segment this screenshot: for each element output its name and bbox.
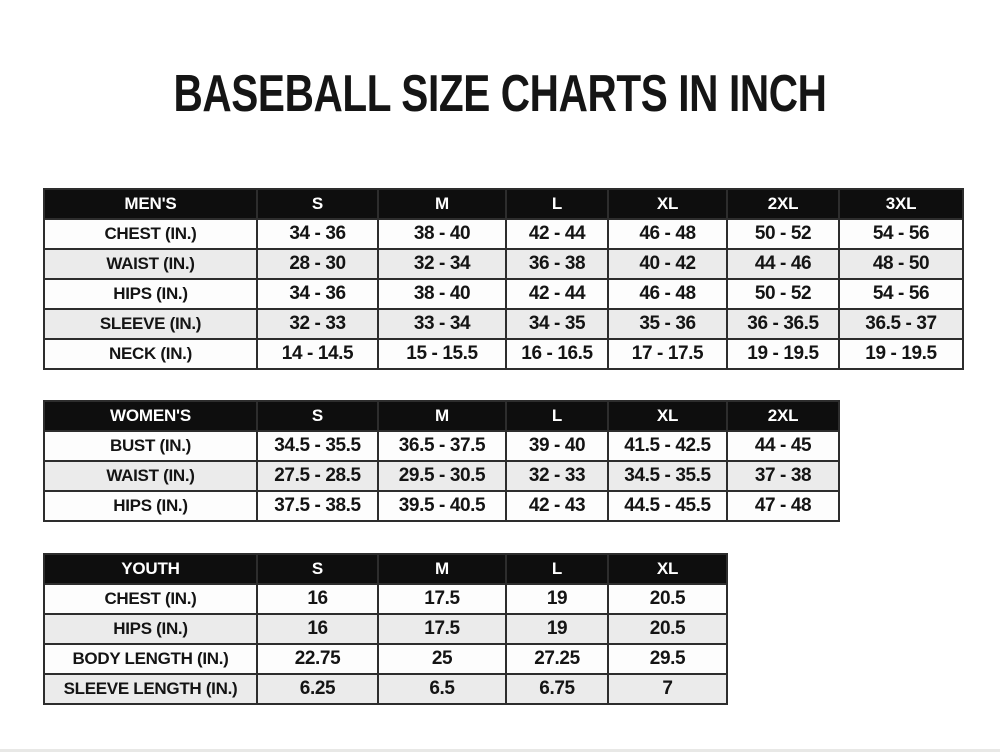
mens-row xyxy=(44,279,963,309)
womens-cell: 41.5 - 42.5 xyxy=(608,431,727,461)
mens-header-cell: 3XL xyxy=(839,189,963,219)
mens-cell: 38 - 40 xyxy=(378,219,506,249)
womens-cell: 37 - 38 xyxy=(727,461,839,491)
womens-cell: 34.5 - 35.5 xyxy=(257,431,378,461)
womens-row-label: HIPS (IN.) xyxy=(44,491,257,521)
youth-cell: 19 xyxy=(506,584,608,614)
youth-cell: 20.5 xyxy=(608,614,727,644)
womens-header-cell: M xyxy=(378,401,506,431)
mens-row xyxy=(44,339,963,369)
youth-header-title: YOUTH xyxy=(44,554,257,584)
youth-header-cell: L xyxy=(506,554,608,584)
mens-header-cell: M xyxy=(378,189,506,219)
youth-cell: 16 xyxy=(257,614,378,644)
youth-header-cell: S xyxy=(257,554,378,584)
youth-size-table xyxy=(43,553,728,705)
mens-cell: 36 - 36.5 xyxy=(727,309,839,339)
youth-row xyxy=(44,614,727,644)
womens-cell: 39.5 - 40.5 xyxy=(378,491,506,521)
page-title: BASEBALL SIZE CHARTS IN INCH xyxy=(173,65,827,123)
mens-header-cell: S xyxy=(257,189,378,219)
womens-cell: 32 - 33 xyxy=(506,461,608,491)
youth-cell: 6.25 xyxy=(257,674,378,704)
mens-cell: 15 - 15.5 xyxy=(378,339,506,369)
womens-header-cell: XL xyxy=(608,401,727,431)
youth-header-cell: XL xyxy=(608,554,727,584)
mens-row-label: CHEST (IN.) xyxy=(44,219,257,249)
youth-header-row xyxy=(44,554,727,584)
mens-cell: 14 - 14.5 xyxy=(257,339,378,369)
womens-cell: 29.5 - 30.5 xyxy=(378,461,506,491)
mens-row-label: SLEEVE (IN.) xyxy=(44,309,257,339)
womens-cell: 47 - 48 xyxy=(727,491,839,521)
youth-cell: 6.5 xyxy=(378,674,506,704)
youth-cell: 27.25 xyxy=(506,644,608,674)
youth-row-label: SLEEVE LENGTH (IN.) xyxy=(44,674,257,704)
womens-row xyxy=(44,491,839,521)
mens-cell: 34 - 36 xyxy=(257,279,378,309)
mens-cell: 19 - 19.5 xyxy=(727,339,839,369)
mens-cell: 32 - 33 xyxy=(257,309,378,339)
womens-size-table xyxy=(43,400,840,522)
womens-row-label: WAIST (IN.) xyxy=(44,461,257,491)
womens-header-cell: 2XL xyxy=(727,401,839,431)
youth-cell: 7 xyxy=(608,674,727,704)
womens-header-title: WOMEN'S xyxy=(44,401,257,431)
mens-header-title: MEN'S xyxy=(44,189,257,219)
womens-cell: 36.5 - 37.5 xyxy=(378,431,506,461)
youth-row xyxy=(44,674,727,704)
mens-size-table xyxy=(43,188,964,370)
youth-cell: 25 xyxy=(378,644,506,674)
mens-cell: 40 - 42 xyxy=(608,249,727,279)
mens-row xyxy=(44,309,963,339)
mens-cell: 36 - 38 xyxy=(506,249,608,279)
youth-cell: 6.75 xyxy=(506,674,608,704)
youth-cell: 17.5 xyxy=(378,584,506,614)
youth-cell: 20.5 xyxy=(608,584,727,614)
womens-cell: 44 - 45 xyxy=(727,431,839,461)
womens-cell: 42 - 43 xyxy=(506,491,608,521)
mens-cell: 42 - 44 xyxy=(506,219,608,249)
mens-cell: 34 - 35 xyxy=(506,309,608,339)
womens-cell: 27.5 - 28.5 xyxy=(257,461,378,491)
youth-cell: 16 xyxy=(257,584,378,614)
mens-cell: 33 - 34 xyxy=(378,309,506,339)
mens-row xyxy=(44,219,963,249)
mens-cell: 54 - 56 xyxy=(839,279,963,309)
mens-row-label: WAIST (IN.) xyxy=(44,249,257,279)
mens-cell: 46 - 48 xyxy=(608,279,727,309)
youth-cell: 17.5 xyxy=(378,614,506,644)
youth-cell: 19 xyxy=(506,614,608,644)
womens-cell: 39 - 40 xyxy=(506,431,608,461)
mens-cell: 19 - 19.5 xyxy=(839,339,963,369)
mens-cell: 16 - 16.5 xyxy=(506,339,608,369)
mens-header-cell: 2XL xyxy=(727,189,839,219)
mens-cell: 50 - 52 xyxy=(727,219,839,249)
womens-header-row xyxy=(44,401,839,431)
womens-cell: 44.5 - 45.5 xyxy=(608,491,727,521)
mens-cell: 54 - 56 xyxy=(839,219,963,249)
mens-cell: 17 - 17.5 xyxy=(608,339,727,369)
youth-cell: 29.5 xyxy=(608,644,727,674)
mens-header-cell: XL xyxy=(608,189,727,219)
mens-cell: 44 - 46 xyxy=(727,249,839,279)
mens-cell: 35 - 36 xyxy=(608,309,727,339)
mens-cell: 48 - 50 xyxy=(839,249,963,279)
womens-row xyxy=(44,431,839,461)
mens-cell: 38 - 40 xyxy=(378,279,506,309)
mens-header-cell: L xyxy=(506,189,608,219)
youth-cell: 22.75 xyxy=(257,644,378,674)
womens-row xyxy=(44,461,839,491)
womens-cell: 34.5 - 35.5 xyxy=(608,461,727,491)
mens-header-row xyxy=(44,189,963,219)
mens-cell: 36.5 - 37 xyxy=(839,309,963,339)
mens-cell: 34 - 36 xyxy=(257,219,378,249)
womens-header-cell: S xyxy=(257,401,378,431)
womens-cell: 37.5 - 38.5 xyxy=(257,491,378,521)
womens-header-cell: L xyxy=(506,401,608,431)
youth-row-label: BODY LENGTH (IN.) xyxy=(44,644,257,674)
womens-row-label: BUST (IN.) xyxy=(44,431,257,461)
youth-row-label: HIPS (IN.) xyxy=(44,614,257,644)
youth-row-label: CHEST (IN.) xyxy=(44,584,257,614)
mens-cell: 32 - 34 xyxy=(378,249,506,279)
mens-cell: 28 - 30 xyxy=(257,249,378,279)
mens-cell: 50 - 52 xyxy=(727,279,839,309)
mens-cell: 42 - 44 xyxy=(506,279,608,309)
mens-cell: 46 - 48 xyxy=(608,219,727,249)
youth-header-cell: M xyxy=(378,554,506,584)
mens-row xyxy=(44,249,963,279)
youth-row xyxy=(44,584,727,614)
mens-row-label: NECK (IN.) xyxy=(44,339,257,369)
mens-row-label: HIPS (IN.) xyxy=(44,279,257,309)
youth-row xyxy=(44,644,727,674)
